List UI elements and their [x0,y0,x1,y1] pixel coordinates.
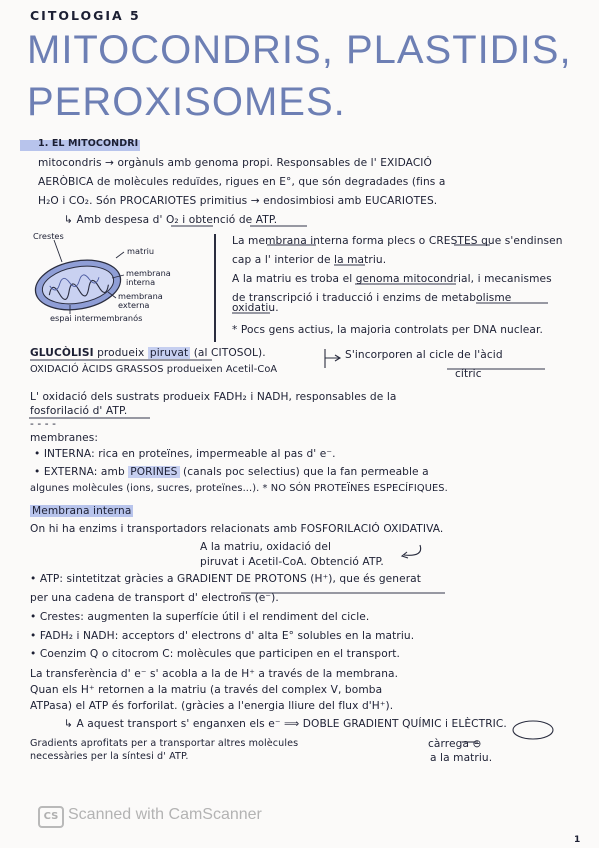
note-line: oxidatiu. [232,302,279,314]
pyruvate-term: piruvat [149,347,189,359]
note-line: cap a l' interior de la matriu. [232,254,387,266]
note-line: OXIDACIÓ ÀCIDS GRASSOS produeixen Acetil-CoA [30,364,278,375]
note-line: A la matriu es troba el genoma mitocondrial, i mecanismes [232,273,552,285]
label-crestes: Crestes [33,231,64,241]
note-line: Gradients aprofitats per a transportar altres molècules [30,738,299,749]
label-membrana-externa: membrana externa [118,291,163,310]
note-line: per una cadena de transport d' electrons (e⁻). [30,592,279,604]
note-line: ↳ A aquest transport s' enganxen els e⁻ ⟹ DOBLE GRADIENT QUÍMIC i ELÈCTRIC. [64,718,507,730]
glycolysis-verb: produeix [97,347,145,359]
note-line: La transferència d' e⁻ s' acobla a la de H⁺ a través de la membrana. [30,668,399,680]
glycolysis-term: GLUCÒLISI [30,347,94,359]
note-line: a la matriu. [430,752,493,764]
note-line: La membrana interna forma plecs o CRESTES que s'endinsen [232,235,563,247]
external-membrane-line [34,466,429,478]
note-line: AERÒBICA de molècules reduïdes, rigues en E°, que són degradades (fins a [38,176,446,188]
note-line: càrrega ⊖ [428,738,482,750]
diagram-divider [214,234,216,342]
note-line: • Coenzim Q o citocrom C: molècules que participen en el transport. [30,648,401,660]
note-line: • ATP: sintetitzat gràcies a GRADIENT DE PROTONS (H⁺), que és generat [30,573,422,585]
note-line: Quan els H⁺ retornen a la matriu (a través del complex V, bomba [30,684,383,696]
label-espai-intermembranos: espai intermembranós [50,313,143,323]
note-line: ↳ Amb despesa d' O₂ i obtenció de ATP. [64,214,278,226]
section-heading: 1. EL MITOCONDRI [38,138,139,149]
page-number: 1 [574,835,581,845]
mitochondrion-icon [31,254,124,316]
note-line: cítric [455,368,482,380]
page-title-line1: MITOCONDRIS, PLASTIDIS, [27,28,572,72]
note-line: • INTERNA: rica en proteïnes, impermeable al pas d' e⁻. [34,448,336,460]
glycolysis-line [30,347,266,359]
note-line: ATPasa) el ATP és forforilat. (gràcies a l'energia lliure del flux d'H⁺). [30,700,394,712]
note-line: A la matriu, oxidació del [200,541,332,553]
note-line: * Pocs gens actius, la majoria controlats per DNA nuclear. [232,324,543,336]
note-line: necessàries per la síntesi d' ATP. [30,751,189,762]
note-line: mitocondris → orgànuls amb genoma propi. Responsables de l' EXIDACIÓ [38,157,432,169]
label-matriu: matriu [127,246,155,256]
note-line: fosforilació d' ATP. [30,405,128,417]
camscanner-logo-icon: CS [38,806,64,828]
page-title-line2: PEROXISOMES. [27,80,346,124]
internal-membrane-heading [30,505,133,517]
label-membrana-interna: membrana interna [126,268,171,287]
note-line: S'incorporen al cicle de l'àcid [345,349,503,361]
glycolysis-location: (al CITOSOL). [193,347,266,359]
chapter-label: CITOLOGIA 5 [30,8,141,23]
note-line: • FADH₂ i NADH: acceptors d' electrons d' alta E° solubles en la matriu. [30,630,415,642]
note-line: de transcripció i traducció i enzims de metabolisme [232,292,512,304]
dash-separator: - - - - [30,418,57,430]
external-rest: (canals poc selectius) que la fan permeable a [182,466,429,478]
note-line: piruvat i Acetil-CoA. Obtenció ATP. [200,556,384,568]
external-label: • EXTERNA: amb [34,466,125,478]
note-line: H₂O i CO₂. Són PROCARIOTES primitius → endosimbiosi amb EUCARIOTES. [38,195,438,207]
porines-term: PORINES [130,466,178,478]
internal-membrane-term: Membrana interna [32,505,132,517]
note-line: L' oxidació dels sustrats produeix FADH₂ i NADH, responsables de la [30,391,397,403]
note-line: • Crestes: augmenten la superfície útil i el rendiment del cicle. [30,611,370,623]
camscanner-watermark: Scanned with CamScanner [68,806,262,823]
note-line: On hi ha enzims i transportadors relacionats amb FOSFORILACIÓ OXIDATIVA. [30,523,444,535]
note-line: membranes: [30,432,99,444]
note-line: algunes molècules (ions, sucres, proteïnes...). * NO SÓN PROTEÏNES ESPECÍFIQUES. [30,483,448,494]
